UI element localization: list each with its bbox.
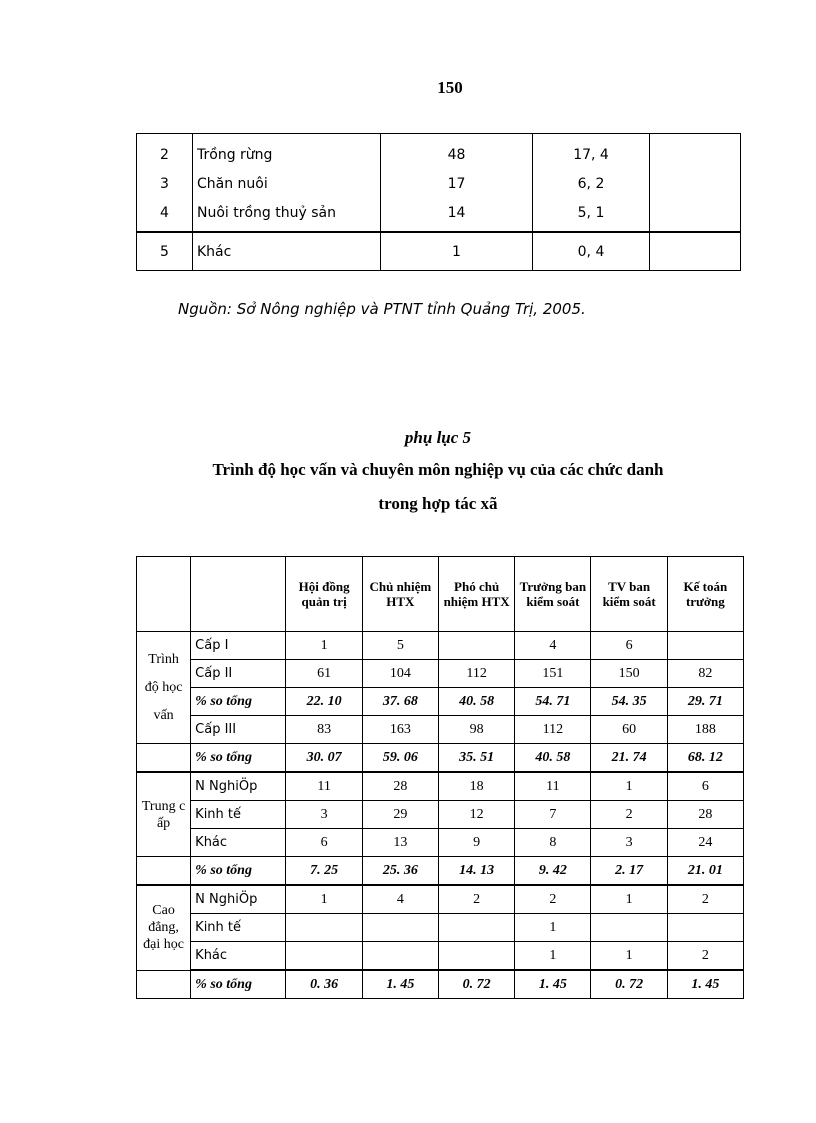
table-row: 2 Trồng rừng 48 17, 4 xyxy=(137,134,741,170)
table-row: 5 Khác 1 0, 4 xyxy=(137,232,741,271)
table-row: 4 Nuôi trồng thuỷ sản 14 5, 1 xyxy=(137,198,741,232)
appendix-label: phụ lục 5 xyxy=(404,428,472,447)
top-table xyxy=(136,133,741,271)
table-row: Khác 6 13 9 8 3 24 xyxy=(137,829,744,857)
table-row: % so tổng 22. 10 37. 68 40. 58 54. 71 54. 35 29. 71 xyxy=(137,688,744,716)
column-header: TV ban kiểm soát xyxy=(591,557,667,632)
table-row: Cấp II 61 104 112 151 150 82 xyxy=(137,660,744,688)
source-note: Nguồn: Sở Nông nghiệp và PTNT tỉnh Quảng Trị, 2005. xyxy=(178,300,586,318)
table-row: Trình độ học vấn Cấp I 1 5 4 6 xyxy=(137,632,744,660)
table-row: % so tổng 7. 25 25. 36 14. 13 9. 42 2. 17 21. 01 xyxy=(137,857,744,886)
column-header: Hội đồng quản trị xyxy=(286,557,362,632)
page-number: 150 xyxy=(437,78,463,97)
column-header: Trưởng ban kiểm soát xyxy=(515,557,591,632)
table-row: 3 Chăn nuôi 17 6, 2 xyxy=(137,169,741,198)
table-row: Kinh tế 1 xyxy=(137,914,744,942)
group-label-education: Trình độ học vấn xyxy=(137,632,191,744)
header-row xyxy=(137,557,744,632)
table-row: Cao đẳng, đại học N NghiÖp 1 4 2 2 1 2 xyxy=(137,885,744,914)
main-table xyxy=(136,556,744,999)
table-row: Trung cấp N NghiÖp 11 28 18 11 1 6 xyxy=(137,772,744,801)
table-row: % so tổng 30. 07 59. 06 35. 51 40. 58 21. 74 68. 12 xyxy=(137,744,744,773)
group-label-intermediate: Trung cấp xyxy=(137,772,191,857)
column-header: Kế toán trưởng xyxy=(667,557,743,632)
table-title-line-2: trong hợp tác xã xyxy=(378,494,498,513)
table-row: Khác 1 1 2 xyxy=(137,942,744,971)
table-title-line-1: Trình độ học vấn và chuyên môn nghiệp vụ của các chức danh xyxy=(212,460,664,479)
column-header: Chủ nhiệm HTX xyxy=(362,557,438,632)
table-row: Cấp III 83 163 98 112 60 188 xyxy=(137,716,744,744)
table-row: Kinh tế 3 29 12 7 2 28 xyxy=(137,801,744,829)
column-header: Phó chủ nhiệm HTX xyxy=(438,557,514,632)
table-row: % so tổng 0. 36 1. 45 0. 72 1. 45 0. 72 1. 45 xyxy=(137,970,744,999)
group-label-college: Cao đẳng, đại học xyxy=(137,885,191,970)
